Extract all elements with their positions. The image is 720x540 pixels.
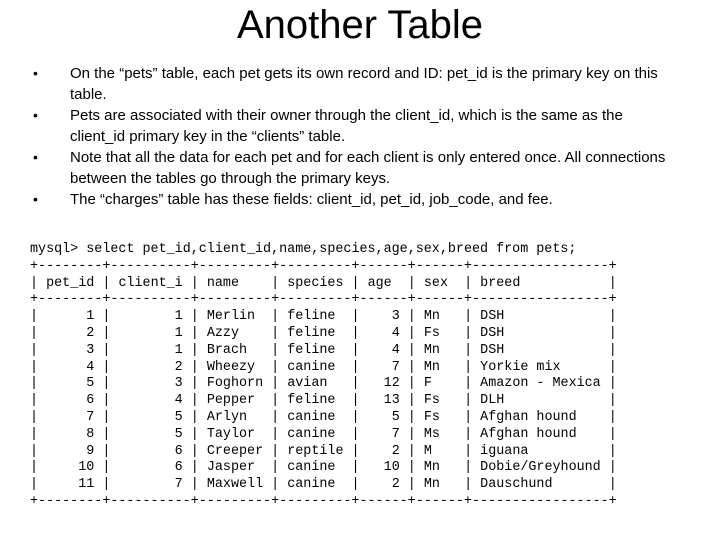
table-row: | 11 | 7 | Maxwell | canine | 2 | Mn | Dauschund | [30, 477, 617, 493]
table-cell: Mn [423, 359, 457, 375]
bullet-icon: • [33, 149, 38, 165]
table-cell: canine [287, 477, 344, 493]
table-cell: feline [287, 342, 344, 358]
table-cell: DSH [480, 309, 601, 325]
query-line [30, 242, 576, 257]
table-cell: 7 [118, 477, 183, 493]
table-row: | 6 | 4 | Pepper | feline | 13 | Fs | DLH | [30, 393, 617, 409]
table-cell: Mn [423, 309, 457, 325]
table-cell: canine [287, 426, 344, 442]
column-header: breed [480, 275, 601, 291]
table-cell: Taylor [206, 426, 264, 442]
bullet-item [33, 189, 673, 210]
table-cell: iguana [480, 443, 601, 459]
table-cell: 7 [367, 426, 400, 442]
table-cell: Wheezy [206, 359, 264, 375]
table-cell: Dobie/Greyhound [480, 460, 601, 476]
table-cell: 7 [367, 359, 400, 375]
slide-title: Another Table [236, 3, 484, 47]
table-cell: feline [287, 309, 344, 325]
table-cell: 2 [118, 359, 183, 375]
table-cell: Arlyn [206, 409, 264, 425]
column-header: client_i [118, 275, 183, 291]
table-cell: Merlin [206, 309, 264, 325]
table-row: | 1 | 1 | Merlin | feline | 3 | Mn | DSH | [30, 309, 617, 325]
table-cell: 10 [46, 460, 95, 476]
table-cell: 5 [118, 409, 183, 425]
bullet-item [33, 147, 673, 189]
table-header-row: | pet_id | client_i | name | species | age | sex | breed | [30, 275, 617, 291]
column-header: pet_id [46, 275, 95, 291]
column-header: age [367, 275, 400, 291]
table-cell: 4 [46, 359, 95, 375]
table-cell: Ms [423, 426, 457, 442]
table-cell: 7 [46, 409, 95, 425]
prompt: mysql> [30, 242, 79, 257]
table-cell: Jasper [206, 460, 264, 476]
column-header: species [287, 275, 344, 291]
bullet-text: On the “pets” table, each pet gets its own record and ID: pet_id is the primary key on this table. [70, 65, 658, 103]
table-cell: 4 [367, 342, 400, 358]
table-cell: DSH [480, 342, 601, 358]
table-row: | 2 | 1 | Azzy | feline | 4 | Fs | DSH | [30, 325, 617, 341]
table-cell: Azzy [206, 325, 264, 341]
bullet-icon: • [33, 65, 38, 81]
column-header: sex [423, 275, 457, 291]
table-cell: canine [287, 359, 344, 375]
table-cell: 12 [367, 376, 400, 392]
table-row: | 3 | 1 | Brach | feline | 4 | Mn | DSH | [30, 342, 617, 358]
table-cell: canine [287, 460, 344, 476]
table-cell: 2 [367, 477, 400, 493]
table-cell: 8 [46, 426, 95, 442]
bullet-icon: • [33, 191, 38, 207]
table-cell: Fs [423, 393, 457, 409]
table-cell: 5 [367, 409, 400, 425]
table-cell: Brach [206, 342, 264, 358]
table-cell: Creeper [206, 443, 264, 459]
table-cell: 3 [46, 342, 95, 358]
table-cell: 1 [46, 309, 95, 325]
table-cell: 13 [367, 393, 400, 409]
table-cell: DSH [480, 325, 601, 341]
bullet-item [33, 105, 673, 147]
table-cell: DLH [480, 393, 601, 409]
bullet-text: The “charges” table has these fields: client_id, pet_id, job_code, and fee. [70, 191, 553, 208]
table-row: | 10 | 6 | Jasper | canine | 10 | Mn | Dobie/Greyhound | [30, 460, 617, 476]
table-cell: 10 [367, 460, 400, 476]
table-cell: 1 [118, 325, 183, 341]
table-cell: 2 [367, 443, 400, 459]
table-cell: Mn [423, 342, 457, 358]
bullet-text: Note that all the data for each pet and for each client is only entered once. All connections between the tables go through the primary keys. [70, 149, 666, 187]
table-cell: 1 [118, 342, 183, 358]
table-cell: 6 [46, 393, 95, 409]
table-cell: 11 [46, 477, 95, 493]
table-cell: M [423, 443, 457, 459]
table-cell: 3 [118, 376, 183, 392]
table-cell: 9 [46, 443, 95, 459]
table-cell: canine [287, 409, 344, 425]
table-cell: 4 [118, 393, 183, 409]
table-cell: 3 [367, 309, 400, 325]
bullet-icon: • [33, 107, 38, 123]
table-cell: Pepper [206, 393, 264, 409]
table-cell: 2 [46, 325, 95, 341]
table-cell: Foghorn [206, 376, 264, 392]
table-border: +--------+----------+---------+---------+------+------+-----------------+ [30, 493, 617, 509]
table-cell: 1 [118, 309, 183, 325]
mysql-console-output [30, 242, 617, 511]
table-cell: Dauschund [480, 477, 601, 493]
table-cell: 6 [118, 460, 183, 476]
bullet-text: Pets are associated with their owner through the client_id, which is the same as the client_id primary key in the “clients” table. [70, 107, 623, 145]
table-border: +--------+----------+---------+---------+------+------+-----------------+ [30, 292, 617, 308]
table-cell: Fs [423, 409, 457, 425]
table-cell: feline [287, 393, 344, 409]
table-cell: Yorkie mix [480, 359, 601, 375]
table-cell: feline [287, 325, 344, 341]
table-cell: 5 [46, 376, 95, 392]
table-cell: Fs [423, 325, 457, 341]
table-cell: 5 [118, 426, 183, 442]
table-cell: 6 [118, 443, 183, 459]
table-cell: F [423, 376, 457, 392]
table-cell: Afghan hound [480, 426, 601, 442]
table-row: | 7 | 5 | Arlyn | canine | 5 | Fs | Afghan hound | [30, 409, 617, 425]
table-cell: reptile [287, 443, 344, 459]
table-border: +--------+----------+---------+---------+------+------+-----------------+ [30, 258, 617, 274]
table-row: | 8 | 5 | Taylor | canine | 7 | Ms | Afghan hound | [30, 426, 617, 442]
bullet-item [33, 63, 673, 105]
table-cell: 4 [367, 325, 400, 341]
table-row: | 4 | 2 | Wheezy | canine | 7 | Mn | Yorkie mix | [30, 359, 617, 375]
table-row: | 9 | 6 | Creeper | reptile | 2 | M | iguana | [30, 443, 617, 459]
table-cell: Amazon - Mexica [480, 376, 601, 392]
column-header: name [206, 275, 264, 291]
bullet-list [33, 63, 673, 210]
table-cell: Mn [423, 477, 457, 493]
table-cell: Mn [423, 460, 457, 476]
table-cell: Maxwell [206, 477, 264, 493]
query-text: select pet_id,client_id,name,species,age,sex,breed from pets; [86, 242, 577, 257]
table-cell: avian [287, 376, 344, 392]
table-cell: Afghan hound [480, 409, 601, 425]
table-row: | 5 | 3 | Foghorn | avian | 12 | F | Amazon - Mexica | [30, 376, 617, 392]
